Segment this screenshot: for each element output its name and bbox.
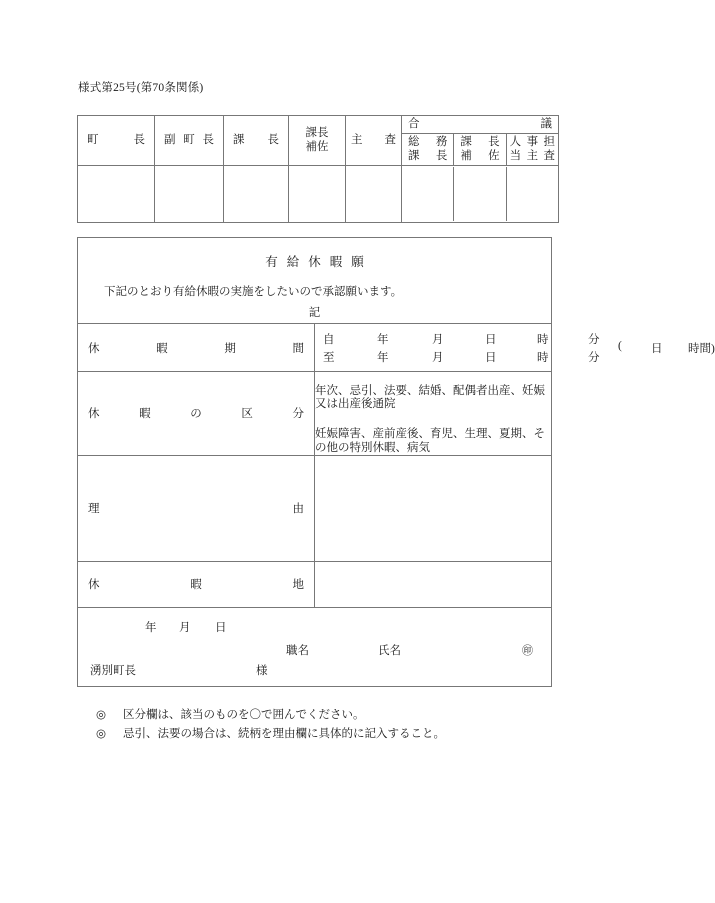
stamp-box-deputy-mayor[interactable] — [155, 165, 224, 222]
signature-month: 月 — [179, 621, 191, 634]
approval-stamp-row — [78, 165, 559, 222]
form-header-cell — [78, 238, 552, 324]
approval-stamp-table — [77, 115, 559, 223]
leave-period-fields[interactable] — [315, 324, 715, 372]
period-total-open-paren: ( — [618, 340, 622, 352]
note-bullet-icon: ◎ — [96, 727, 107, 740]
signature-name-label: 氏名 — [378, 644, 401, 657]
period-from-mark: 自 — [323, 334, 335, 346]
leave-period-label: 休暇期間 — [78, 324, 315, 372]
reason-input-area[interactable] — [315, 455, 552, 561]
period-from-day: 日 — [485, 334, 497, 346]
leave-category-label: 休暇の区分 — [78, 372, 315, 456]
note-item — [96, 729, 566, 741]
note-text: 忌引、法要の場合は、続柄を理由欄に具体的に記入すること。 — [123, 727, 445, 740]
period-from-hour: 時 — [537, 334, 549, 346]
form-lead-text: 下記のとおり有給休暇の実施をしたいので承認願います。 — [104, 286, 403, 298]
period-from-year: 年 — [377, 334, 389, 346]
period-to-day: 日 — [485, 352, 497, 364]
stamp-box-assistant-chief[interactable] — [289, 165, 346, 222]
period-from-row — [315, 331, 600, 347]
period-total-days: 日 — [651, 343, 663, 355]
reason-row — [78, 455, 552, 561]
approval-column-section-chief: 課長 — [224, 116, 289, 166]
leave-place-row — [78, 561, 552, 607]
consultation-column-general-affairs-chief: 総務 課長 — [402, 134, 454, 165]
note-bullet-icon: ◎ — [96, 709, 107, 721]
approval-column-assistant-chief: 課長 補佐 — [289, 116, 346, 166]
stamp-box-inspector[interactable] — [346, 165, 402, 222]
stamp-box-consult-assistant-chief[interactable] — [454, 167, 506, 221]
reason-label: 理由 — [78, 455, 315, 561]
period-to-minute: 分 — [588, 352, 600, 364]
note-item — [96, 710, 566, 722]
consultation-header: 合議 — [402, 116, 558, 134]
form-number: 様式第25号(第70条関係) — [78, 82, 204, 94]
stamp-box-general-affairs-chief[interactable] — [402, 167, 454, 221]
signature-block[interactable] — [78, 607, 552, 686]
leave-place-input-area[interactable] — [315, 561, 552, 607]
addressee-honorific: 様 — [256, 664, 268, 677]
addressee-mayor: 湧別町長 — [90, 664, 136, 677]
leave-period-row — [78, 324, 552, 372]
approval-column-mayor: 町長 — [78, 116, 155, 166]
signature-row — [78, 607, 552, 686]
signature-day: 日 — [215, 621, 227, 634]
period-to-mark: 至 — [323, 352, 335, 364]
form-notes — [96, 710, 566, 747]
signature-year: 年 — [145, 621, 157, 634]
consultation-group — [402, 116, 559, 166]
consultation-column-assistant-chief: 課長 補佐 — [454, 134, 506, 165]
seal-icon: ㊞ — [522, 644, 533, 657]
note-text: 区分欄は、該当のものを〇で囲んでください。 — [123, 709, 365, 721]
approval-column-inspector: 主査 — [346, 116, 402, 166]
category-options-line-1: 年次、忌引、法要、結婚、配偶者出産、妊娠又は出産後通院 — [315, 385, 545, 411]
stamp-box-section-chief[interactable] — [224, 165, 289, 222]
leave-request-form-table — [77, 237, 715, 687]
period-to-month: 月 — [432, 352, 444, 364]
period-from-minute: 分 — [588, 334, 600, 346]
form-title: 有給休暇願 — [265, 255, 373, 269]
leave-place-label: 休暇地 — [78, 561, 315, 607]
signature-post-title-label: 職名 — [286, 644, 309, 657]
leave-category-row — [78, 372, 552, 456]
period-to-hour: 時 — [537, 352, 549, 364]
leave-category-options[interactable] — [315, 372, 552, 456]
category-options-line-2: 妊娠障害、産前産後、育児、生理、夏期、その他の特別休暇、病気 — [315, 428, 545, 454]
stamp-box-consultation[interactable] — [402, 165, 559, 222]
period-to-row — [315, 349, 600, 365]
consultation-column-personnel-inspector: 人事担 当主査 — [509, 135, 555, 162]
period-from-month: 月 — [432, 334, 444, 346]
consultation-subcolumns — [402, 134, 558, 165]
approval-header-row — [78, 116, 559, 166]
ki-mark: 記 — [308, 307, 321, 319]
stamp-box-mayor[interactable] — [78, 165, 155, 222]
stamp-box-personnel-inspector[interactable] — [507, 167, 558, 221]
approval-column-deputy-mayor: 副町長 — [155, 116, 224, 166]
form-header-row — [78, 238, 552, 324]
period-to-year: 年 — [377, 352, 389, 364]
period-total-hours: 時間) — [688, 343, 715, 355]
